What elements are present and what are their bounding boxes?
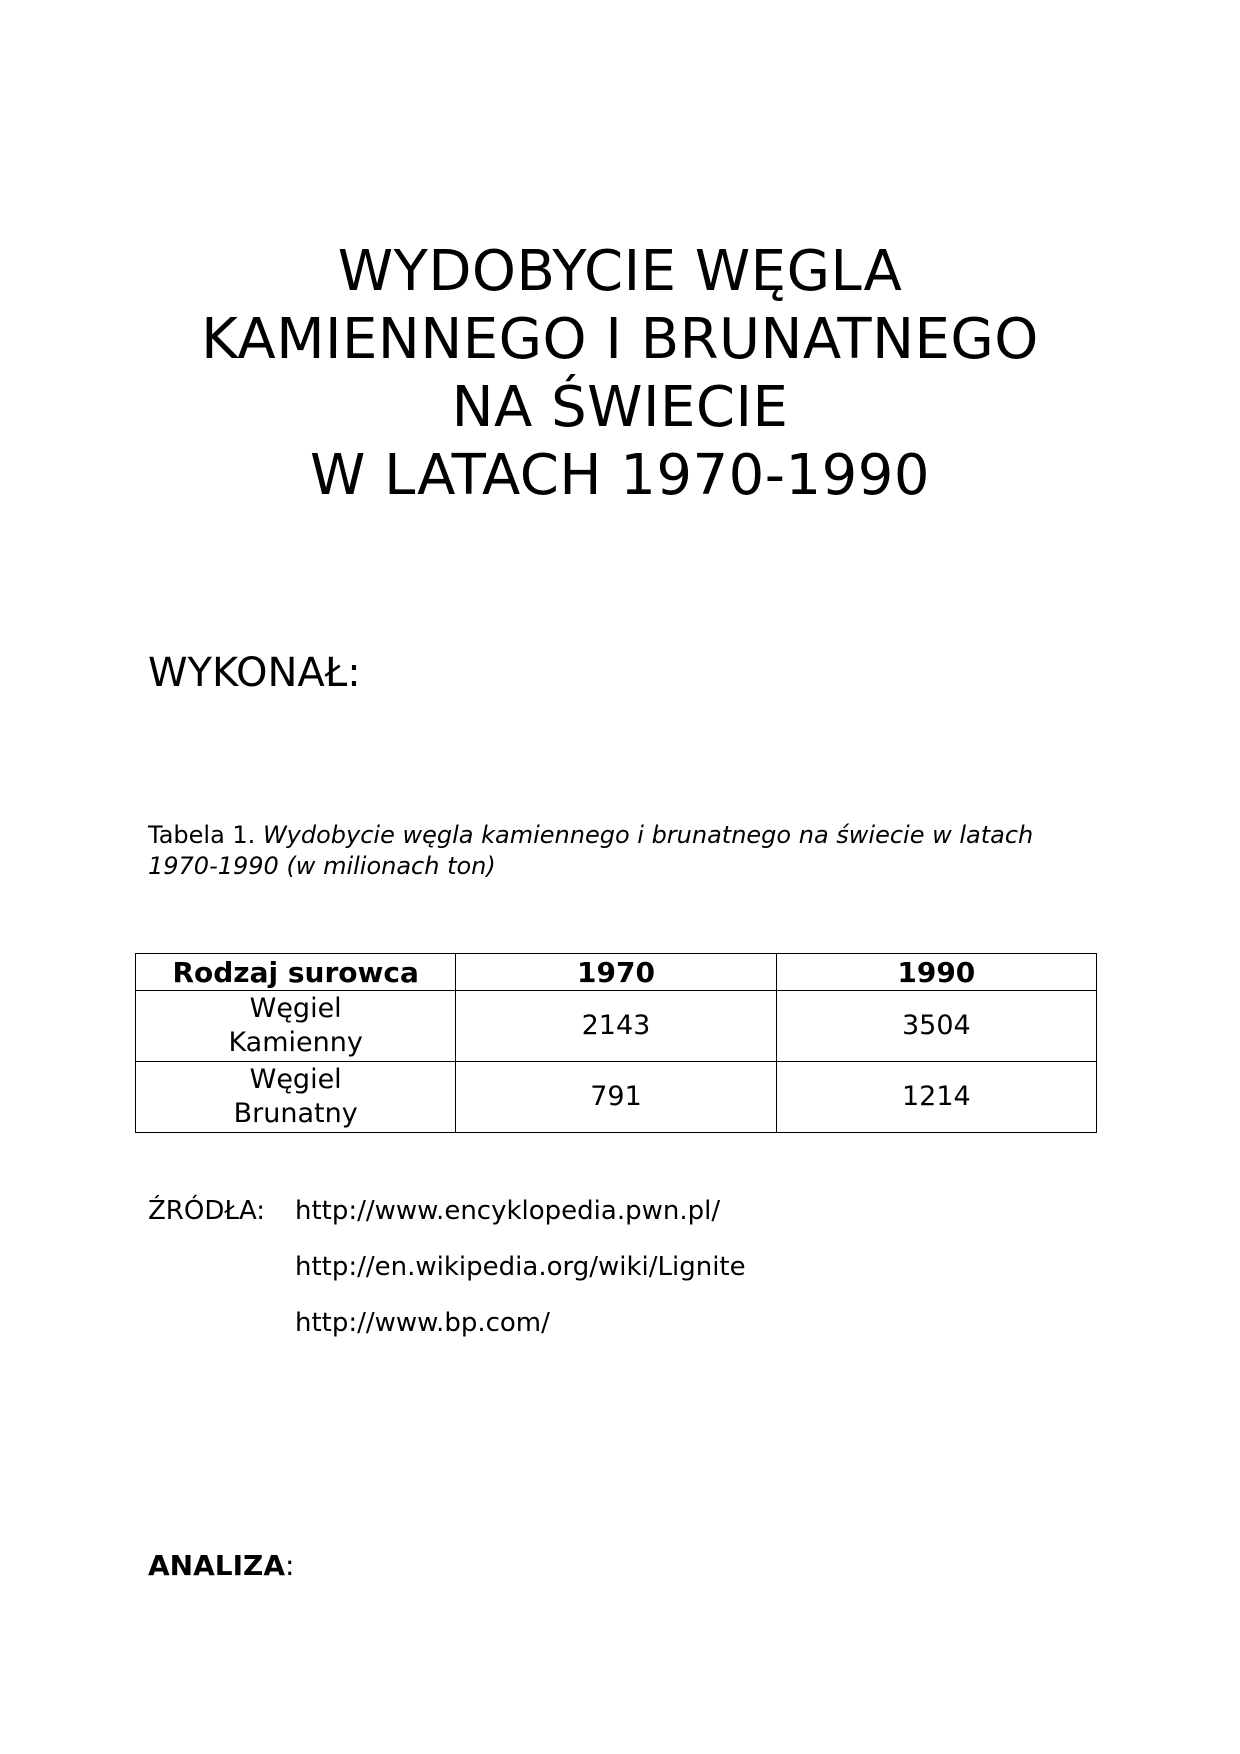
table-caption xyxy=(148,820,1098,882)
value-1990-cell: 3504 xyxy=(776,991,1096,1062)
analysis-label: ANALIZA xyxy=(148,1549,286,1582)
caption-text: Wydobycie węgla kamiennego i brunatnego na świecie w latach 1970-1990 (w milionach ton) xyxy=(148,821,1034,880)
resource-type-cell xyxy=(136,991,456,1062)
analysis-heading xyxy=(148,1548,294,1584)
table-row xyxy=(136,991,1097,1062)
title-line: W LATACH 1970-1990 xyxy=(309,443,931,508)
document-title xyxy=(0,238,1240,510)
sources-label: ŹRÓDŁA: xyxy=(148,1196,266,1226)
resource-type-line: Kamienny xyxy=(228,1027,363,1058)
title-line: WYDOBYCIE WĘGLA xyxy=(337,239,903,304)
sources-list xyxy=(295,1183,746,1351)
value-1970-cell: 791 xyxy=(456,1062,776,1133)
title-line: KAMIENNEGO I BRUNATNEGO xyxy=(201,307,1039,372)
header-resource-type: Rodzaj surowca xyxy=(136,954,456,991)
value-1970-cell: 2143 xyxy=(456,991,776,1062)
value-1990-cell: 1214 xyxy=(776,1062,1096,1133)
resource-type-line: Węgiel xyxy=(249,1064,342,1095)
analysis-colon: : xyxy=(285,1549,295,1582)
source-link[interactable]: http://www.encyklopedia.pwn.pl/ xyxy=(295,1196,721,1226)
header-1990: 1990 xyxy=(776,954,1096,991)
sources-section xyxy=(148,1183,746,1351)
resource-type-line: Węgiel xyxy=(249,993,342,1024)
title-line: NA ŚWIECIE xyxy=(451,375,789,440)
header-1970: 1970 xyxy=(456,954,776,991)
coal-production-table xyxy=(135,953,1097,1133)
author-label: WYKONAŁ: xyxy=(148,650,361,696)
caption-prefix: Tabela 1. xyxy=(148,821,263,849)
source-link[interactable]: http://www.bp.com/ xyxy=(295,1308,550,1338)
table-header-row xyxy=(136,954,1097,991)
resource-type-cell xyxy=(136,1062,456,1133)
table-row xyxy=(136,1062,1097,1133)
resource-type-line: Brunatny xyxy=(233,1098,358,1129)
source-link[interactable]: http://en.wikipedia.org/wiki/Lignite xyxy=(295,1252,746,1282)
